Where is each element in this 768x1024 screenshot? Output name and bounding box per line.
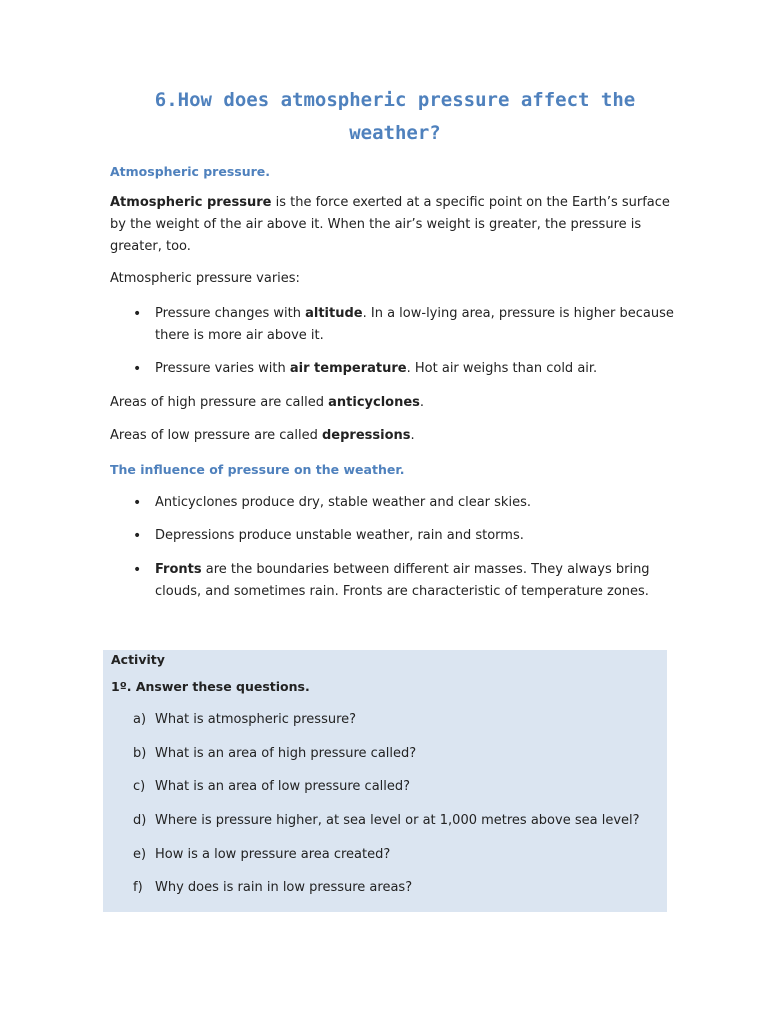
- bullet-air-temperature: [155, 358, 675, 380]
- question-text: What is an area of high pressure called?: [155, 746, 417, 761]
- definition-term: Atmospheric pressure: [110, 195, 272, 210]
- question-item: [133, 845, 653, 865]
- low-pressure-line: [110, 425, 670, 447]
- activity-label: Activity: [111, 652, 165, 667]
- section-heading-atmospheric-pressure: Atmospheric pressure.: [110, 164, 270, 179]
- bullet-text: . Hot air weighs than cold air.: [406, 361, 598, 376]
- page-title: 6.How does atmospheric pressure affect the weather?: [154, 89, 636, 144]
- question-letter: c): [133, 779, 146, 794]
- line-text: .: [419, 395, 425, 410]
- bullet-depressions: [155, 525, 675, 547]
- bullet-bold: air temperature: [289, 361, 407, 376]
- bullet-altitude: [155, 303, 675, 347]
- bullet-bold: altitude: [305, 306, 363, 321]
- definition-paragraph: [110, 192, 670, 258]
- line-text: Areas of high pressure are called: [110, 395, 329, 410]
- line-bold: anticyclones: [328, 395, 420, 410]
- line-text: Areas of low pressure are called: [110, 428, 322, 443]
- question-letter: d): [133, 813, 147, 828]
- question-text: Why does is rain in low pressure areas?: [155, 880, 413, 895]
- bullet-text: Depressions produce unstable weather, rain and storms.: [155, 528, 524, 543]
- question-item: [133, 710, 653, 730]
- question-text: What is an area of low pressure called?: [155, 779, 411, 794]
- bullet-text: Anticyclones produce dry, stable weather and clear skies.: [155, 495, 531, 510]
- question-item: [133, 811, 653, 831]
- question-letter: e): [133, 847, 147, 862]
- bullet-text: . In a low-lying area, pressure is higher because there is more air above it.: [155, 306, 674, 343]
- bullet-fronts: [155, 559, 675, 603]
- question-item: [133, 777, 653, 797]
- bullet-text: Pressure varies with: [155, 361, 290, 376]
- question-text: What is atmospheric pressure?: [155, 712, 357, 727]
- question-item: [133, 744, 653, 764]
- bullet-text: are the boundaries between different air masses. They always bring clouds, and sometimes rain. Fronts are characteristic of temperature zones.: [155, 562, 650, 599]
- question-text: Where is pressure higher, at sea level or at 1,000 metres above sea level?: [155, 813, 640, 828]
- question-text: How is a low pressure area created?: [155, 847, 391, 862]
- bullet-anticyclones: [155, 492, 675, 514]
- bullet-text: Pressure changes with: [155, 306, 306, 321]
- high-pressure-line: [110, 392, 670, 414]
- bullet-bold: Fronts: [155, 562, 202, 577]
- question-letter: b): [133, 746, 147, 761]
- question-letter: f): [133, 880, 143, 895]
- activity-box: [103, 650, 667, 912]
- line-bold: depressions: [321, 428, 411, 443]
- varies-intro: Atmospheric pressure varies:: [110, 271, 300, 286]
- question-item: [133, 878, 653, 898]
- question-letter: a): [133, 712, 147, 727]
- line-text: .: [410, 428, 415, 443]
- section-heading-influence: The influence of pressure on the weather.: [110, 462, 405, 477]
- activity-subtitle: 1º. Answer these questions.: [111, 679, 310, 694]
- definition-text: is the force exerted at a specific point on the Earth’s surface by the weight of the air above it. When the air’s weight is greater, the pressure is greater, too.: [110, 195, 670, 254]
